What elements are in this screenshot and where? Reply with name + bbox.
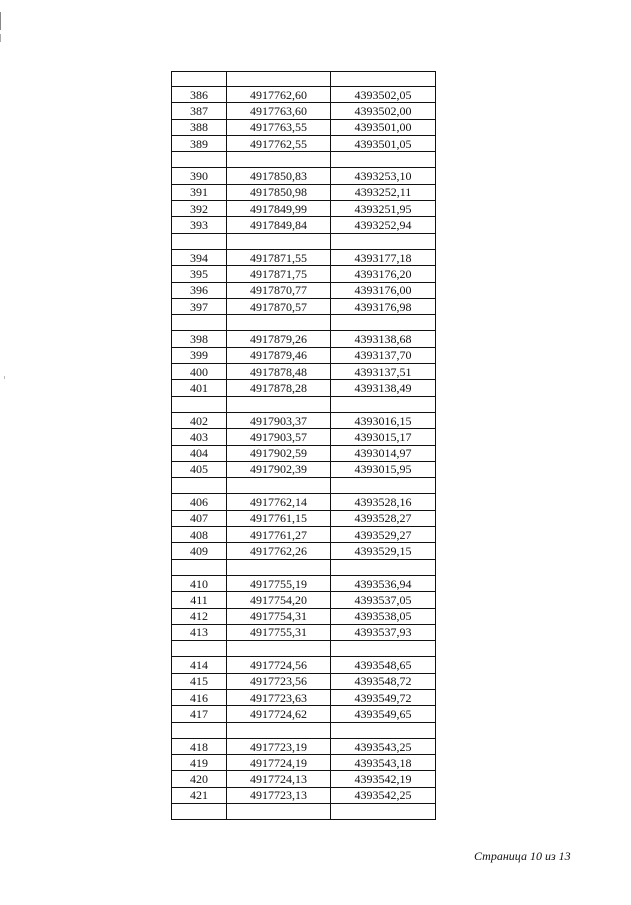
x-coordinate-cell: 4917723,19 — [227, 738, 331, 754]
point-number-cell: 406 — [172, 494, 227, 510]
x-coordinate-cell: 4917723,56 — [227, 673, 331, 689]
point-number-cell: 404 — [172, 445, 227, 461]
table-row — [172, 527, 436, 543]
point-number-cell: 409 — [172, 543, 227, 559]
x-coordinate-cell: 4917878,28 — [227, 380, 331, 396]
point-number-cell: 420 — [172, 771, 227, 787]
empty-cell — [331, 396, 436, 412]
empty-cell — [227, 152, 331, 168]
table-row — [172, 380, 436, 396]
x-coordinate-cell: 4917762,55 — [227, 135, 331, 151]
point-number-cell: 407 — [172, 510, 227, 526]
point-number-cell: 421 — [172, 787, 227, 803]
y-coordinate-cell: 4393549,72 — [331, 689, 436, 705]
y-coordinate-cell: 4393543,25 — [331, 738, 436, 754]
empty-cell — [172, 478, 227, 494]
x-coordinate-cell: 4917878,48 — [227, 364, 331, 380]
x-coordinate-cell: 4917849,84 — [227, 217, 331, 233]
point-number-cell: 411 — [172, 592, 227, 608]
scan-artifact-mark — [0, 12, 1, 30]
point-number-cell: 401 — [172, 380, 227, 396]
table-row — [172, 168, 436, 184]
x-coordinate-cell: 4917850,83 — [227, 168, 331, 184]
point-number-cell: 389 — [172, 135, 227, 151]
table-row — [172, 461, 436, 477]
point-number-cell: 397 — [172, 298, 227, 314]
empty-cell — [227, 315, 331, 331]
y-coordinate-cell: 4393502,05 — [331, 87, 436, 103]
point-number-cell: 415 — [172, 673, 227, 689]
y-coordinate-cell: 4393538,05 — [331, 608, 436, 624]
x-coordinate-cell: 4917724,56 — [227, 657, 331, 673]
point-number-cell: 393 — [172, 217, 227, 233]
y-coordinate-cell: 4393528,27 — [331, 510, 436, 526]
empty-cell — [227, 641, 331, 657]
page-number: Страница 10 из 13 — [474, 849, 571, 863]
point-number-cell: 400 — [172, 364, 227, 380]
point-number-cell: 419 — [172, 755, 227, 771]
coordinates-table-body — [172, 72, 436, 820]
table-row — [172, 575, 436, 591]
y-coordinate-cell: 4393251,95 — [331, 201, 436, 217]
point-number-cell: 399 — [172, 347, 227, 363]
x-coordinate-cell: 4917762,60 — [227, 87, 331, 103]
separator-row — [172, 152, 436, 168]
coordinates-table — [171, 71, 436, 820]
separator-row — [172, 396, 436, 412]
x-coordinate-cell: 4917849,99 — [227, 201, 331, 217]
table-row — [172, 608, 436, 624]
y-coordinate-cell: 4393537,05 — [331, 592, 436, 608]
point-number-cell: 410 — [172, 575, 227, 591]
y-coordinate-cell: 4393502,00 — [331, 103, 436, 119]
x-coordinate-cell: 4917879,26 — [227, 331, 331, 347]
table-row — [172, 657, 436, 673]
point-number-cell: 395 — [172, 266, 227, 282]
y-coordinate-cell: 4393137,51 — [331, 364, 436, 380]
table-row — [172, 184, 436, 200]
table-row — [172, 364, 436, 380]
x-coordinate-cell: 4917903,57 — [227, 429, 331, 445]
y-coordinate-cell: 4393536,94 — [331, 575, 436, 591]
y-coordinate-cell: 4393176,98 — [331, 298, 436, 314]
x-coordinate-cell: 4917754,31 — [227, 608, 331, 624]
point-number-cell: 394 — [172, 249, 227, 265]
empty-cell — [331, 804, 436, 820]
empty-cell — [227, 233, 331, 249]
point-number-cell: 386 — [172, 87, 227, 103]
y-coordinate-cell: 4393137,70 — [331, 347, 436, 363]
empty-cell — [227, 72, 331, 87]
table-row — [172, 217, 436, 233]
y-coordinate-cell: 4393528,16 — [331, 494, 436, 510]
y-coordinate-cell: 4393176,20 — [331, 266, 436, 282]
point-number-cell: 398 — [172, 331, 227, 347]
y-coordinate-cell: 4393138,49 — [331, 380, 436, 396]
table-row — [172, 673, 436, 689]
x-coordinate-cell: 4917763,55 — [227, 119, 331, 135]
point-number-cell: 396 — [172, 282, 227, 298]
empty-cell — [172, 559, 227, 575]
y-coordinate-cell: 4393542,25 — [331, 787, 436, 803]
x-coordinate-cell: 4917850,98 — [227, 184, 331, 200]
x-coordinate-cell: 4917755,31 — [227, 624, 331, 640]
point-number-cell: 390 — [172, 168, 227, 184]
empty-cell — [172, 396, 227, 412]
y-coordinate-cell: 4393537,93 — [331, 624, 436, 640]
x-coordinate-cell: 4917755,19 — [227, 575, 331, 591]
empty-cell — [172, 722, 227, 738]
point-number-cell: 388 — [172, 119, 227, 135]
separator-row — [172, 233, 436, 249]
empty-cell — [331, 559, 436, 575]
y-coordinate-cell: 4393548,72 — [331, 673, 436, 689]
table-row — [172, 445, 436, 461]
x-coordinate-cell: 4917761,15 — [227, 510, 331, 526]
y-coordinate-cell: 4393177,18 — [331, 249, 436, 265]
x-coordinate-cell: 4917870,77 — [227, 282, 331, 298]
y-coordinate-cell: 4393252,11 — [331, 184, 436, 200]
separator-row — [172, 559, 436, 575]
x-coordinate-cell: 4917870,57 — [227, 298, 331, 314]
separator-row — [172, 641, 436, 657]
point-number-cell: 403 — [172, 429, 227, 445]
table-row — [172, 119, 436, 135]
table-row — [172, 412, 436, 428]
point-number-cell: 414 — [172, 657, 227, 673]
x-coordinate-cell: 4917871,75 — [227, 266, 331, 282]
y-coordinate-cell: 4393543,18 — [331, 755, 436, 771]
empty-cell — [172, 641, 227, 657]
scan-artifact-mark — [0, 34, 1, 42]
point-number-cell: 417 — [172, 706, 227, 722]
table-row — [172, 135, 436, 151]
table-row — [172, 738, 436, 754]
x-coordinate-cell: 4917902,59 — [227, 445, 331, 461]
x-coordinate-cell: 4917723,63 — [227, 689, 331, 705]
x-coordinate-cell: 4917762,26 — [227, 543, 331, 559]
y-coordinate-cell: 4393014,97 — [331, 445, 436, 461]
point-number-cell: 412 — [172, 608, 227, 624]
table-row — [172, 331, 436, 347]
point-number-cell: 387 — [172, 103, 227, 119]
empty-cell — [172, 152, 227, 168]
separator-row — [172, 478, 436, 494]
y-coordinate-cell: 4393253,10 — [331, 168, 436, 184]
y-coordinate-cell: 4393176,00 — [331, 282, 436, 298]
table-row — [172, 87, 436, 103]
x-coordinate-cell: 4917724,19 — [227, 755, 331, 771]
table-row — [172, 201, 436, 217]
separator-row — [172, 804, 436, 820]
point-number-cell: 392 — [172, 201, 227, 217]
x-coordinate-cell: 4917761,27 — [227, 527, 331, 543]
empty-cell — [331, 478, 436, 494]
table-row — [172, 249, 436, 265]
x-coordinate-cell: 4917763,60 — [227, 103, 331, 119]
empty-cell — [227, 722, 331, 738]
empty-cell — [172, 804, 227, 820]
x-coordinate-cell: 4917879,46 — [227, 347, 331, 363]
x-coordinate-cell: 4917903,37 — [227, 412, 331, 428]
point-number-cell: 391 — [172, 184, 227, 200]
x-coordinate-cell: 4917871,55 — [227, 249, 331, 265]
table-row — [172, 624, 436, 640]
separator-row — [172, 315, 436, 331]
table-row — [172, 787, 436, 803]
y-coordinate-cell: 4393016,15 — [331, 412, 436, 428]
empty-cell — [331, 722, 436, 738]
point-number-cell: 408 — [172, 527, 227, 543]
point-number-cell: 416 — [172, 689, 227, 705]
table-row — [172, 689, 436, 705]
separator-row — [172, 72, 436, 87]
table-row — [172, 103, 436, 119]
x-coordinate-cell: 4917724,13 — [227, 771, 331, 787]
y-coordinate-cell: 4393529,15 — [331, 543, 436, 559]
empty-cell — [227, 478, 331, 494]
x-coordinate-cell: 4917902,39 — [227, 461, 331, 477]
table-row — [172, 771, 436, 787]
y-coordinate-cell: 4393549,65 — [331, 706, 436, 722]
point-number-cell: 402 — [172, 412, 227, 428]
x-coordinate-cell: 4917762,14 — [227, 494, 331, 510]
y-coordinate-cell: 4393015,17 — [331, 429, 436, 445]
separator-row — [172, 722, 436, 738]
empty-cell — [172, 72, 227, 87]
empty-cell — [227, 396, 331, 412]
empty-cell — [227, 804, 331, 820]
empty-cell — [227, 559, 331, 575]
y-coordinate-cell: 4393252,94 — [331, 217, 436, 233]
table-row — [172, 282, 436, 298]
table-row — [172, 543, 436, 559]
table-row — [172, 706, 436, 722]
table-row — [172, 266, 436, 282]
table-row — [172, 429, 436, 445]
empty-cell — [172, 315, 227, 331]
y-coordinate-cell: 4393138,68 — [331, 331, 436, 347]
point-number-cell: 413 — [172, 624, 227, 640]
y-coordinate-cell: 4393501,05 — [331, 135, 436, 151]
empty-cell — [172, 233, 227, 249]
x-coordinate-cell: 4917724,62 — [227, 706, 331, 722]
x-coordinate-cell: 4917754,20 — [227, 592, 331, 608]
point-number-cell: 418 — [172, 738, 227, 754]
table-row — [172, 298, 436, 314]
y-coordinate-cell: 4393548,65 — [331, 657, 436, 673]
empty-cell — [331, 233, 436, 249]
empty-cell — [331, 315, 436, 331]
empty-cell — [331, 641, 436, 657]
table-row — [172, 494, 436, 510]
point-number-cell: 405 — [172, 461, 227, 477]
table-row — [172, 347, 436, 363]
empty-cell — [331, 72, 436, 87]
y-coordinate-cell: 4393501,00 — [331, 119, 436, 135]
scan-artifact-dot — [4, 376, 5, 379]
table-row — [172, 592, 436, 608]
table-row — [172, 755, 436, 771]
x-coordinate-cell: 4917723,13 — [227, 787, 331, 803]
empty-cell — [331, 152, 436, 168]
y-coordinate-cell: 4393529,27 — [331, 527, 436, 543]
y-coordinate-cell: 4393542,19 — [331, 771, 436, 787]
table-row — [172, 510, 436, 526]
y-coordinate-cell: 4393015,95 — [331, 461, 436, 477]
